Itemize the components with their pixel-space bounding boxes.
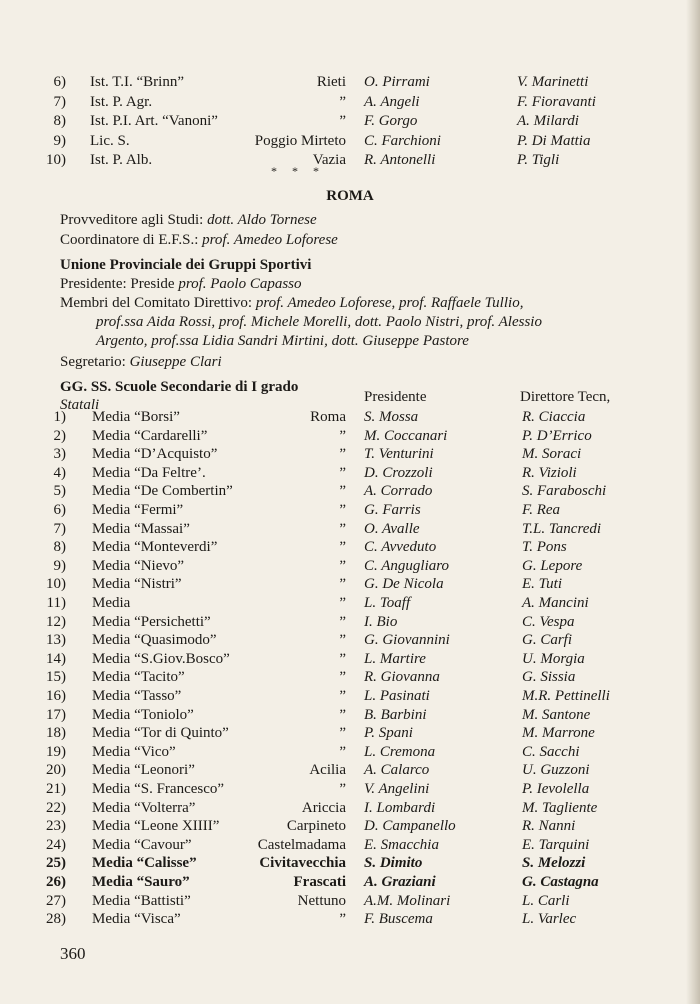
section-separator: * * * — [271, 164, 325, 178]
president-name: R. Giovanna — [364, 669, 440, 686]
school-city: ” — [339, 706, 346, 723]
row-number: 6) — [53, 502, 66, 518]
president-name: S. Mossa — [364, 409, 419, 425]
school-name: Media “Volterra” — [92, 799, 196, 816]
row-number: 8) — [53, 539, 66, 556]
director-name: S. Melozzi — [522, 855, 586, 872]
director-name: G. Sissia — [522, 669, 576, 686]
row-number: 7) — [53, 520, 66, 537]
school-name: Media “Monteverdi” — [92, 539, 218, 556]
school-name: Media “Toniolo” — [92, 706, 194, 723]
statali-label: Statali — [60, 397, 100, 413]
school-name: Ist. P. Agr. — [90, 93, 153, 110]
president-name: D. Campanello — [364, 818, 456, 835]
school-name: Media “Tacito” — [92, 669, 185, 686]
row-number: 27) — [46, 892, 66, 909]
row-number: 26) — [46, 874, 66, 890]
president-name: I. Bio — [364, 613, 398, 630]
director-name: S. Faraboschi — [522, 483, 607, 500]
provveditore-line — [60, 211, 317, 230]
row-number: 23) — [46, 818, 66, 835]
director-name: R. Ciaccia — [522, 409, 586, 425]
president-name: L. Martire — [364, 650, 426, 667]
president-name: O. Avalle — [364, 520, 420, 537]
president-name: A. Corrado — [364, 483, 433, 500]
president-name: O. Pirrami — [364, 74, 430, 90]
row-number: 9) — [53, 557, 66, 574]
school-name: Media “De Combertin” — [92, 483, 233, 500]
president-name: V. Angelini — [364, 781, 430, 797]
segretario-value: Giuseppe Clari — [129, 354, 222, 370]
director-name: P. D’Errico — [522, 427, 592, 444]
school-name: Media “Calisse” — [92, 855, 197, 872]
gg-title: GG. SS. Scuole Secondarie di I grado — [60, 379, 299, 395]
school-name: Media “Nistri” — [92, 576, 182, 593]
row-number: 4) — [53, 464, 66, 481]
president-name: D. Crozzoli — [364, 464, 433, 481]
director-name: E. Tarquini — [522, 836, 590, 853]
president-name: A. Graziani — [364, 874, 436, 890]
president-name: C. Farchioni — [364, 132, 441, 149]
membri-line-1 — [60, 294, 523, 313]
row-number: 11) — [46, 595, 66, 611]
row-number: 20) — [46, 762, 66, 779]
segretario-line — [60, 353, 222, 372]
school-city: Roma — [310, 409, 346, 425]
director-name: A. Mancini — [522, 595, 589, 611]
school-name: Media “Battisti” — [92, 892, 191, 909]
school-name: Media “Sauro” — [92, 874, 190, 890]
school-name: Media “Leonori” — [92, 762, 195, 779]
president-name: F. Buscema — [364, 911, 433, 928]
president-name: R. Antonelli — [364, 152, 436, 168]
presidente-label: Presidente: Preside — [60, 276, 179, 292]
president-name: C. Avveduto — [364, 539, 437, 556]
school-city: ” — [339, 576, 346, 593]
president-name: I. Lombardi — [364, 799, 436, 816]
director-name: G. Lepore — [522, 557, 583, 574]
director-name: R. Nanni — [522, 818, 576, 835]
school-city: Nettuno — [297, 892, 346, 909]
union-title: Unione Provinciale dei Gruppi Sportivi — [60, 257, 312, 273]
school-city: Vazia — [312, 152, 346, 168]
president-name: A. Angeli — [364, 93, 420, 110]
school-name: Ist. P.I. Art. “Vanoni” — [90, 113, 218, 129]
row-number: 2) — [53, 427, 66, 444]
presidente-value: prof. Paolo Capasso — [178, 276, 302, 292]
membri-line-2: prof.ssa Aida Rossi, prof. Michele Morelli, dott. Paolo Nistri, prof. Alessio — [96, 314, 542, 330]
director-name: T. Pons — [522, 539, 567, 556]
row-number: 3) — [53, 446, 66, 463]
membri-label: Membri del Comitato Direttivo: — [60, 295, 256, 311]
school-name: Media “S.Giov.Bosco” — [92, 650, 230, 667]
school-city: Frascati — [293, 874, 346, 890]
membri-line1: prof. Amedeo Loforese, prof. Raffaele Tullio, — [255, 295, 524, 311]
school-name: Media “Nievo” — [92, 557, 185, 574]
director-name: M. Soraci — [522, 446, 582, 463]
president-name: M. Coccanari — [364, 427, 448, 444]
president-name: L. Cremona — [364, 743, 436, 760]
president-name: E. Smacchia — [364, 836, 439, 853]
row-number: 1) — [53, 409, 66, 425]
school-name: Media “Cavour” — [92, 836, 192, 853]
school-city: Carpineto — [286, 818, 346, 835]
school-city: Poggio Mirteto — [254, 132, 346, 149]
director-name: M. Marrone — [522, 725, 595, 742]
director-name: P. Tigli — [517, 152, 560, 168]
school-name: Media “Leone XIIII” — [92, 818, 220, 835]
director-name: M. Tagliente — [522, 799, 598, 816]
director-name: R. Vizioli — [522, 464, 577, 481]
school-city: ” — [339, 113, 346, 129]
row-number: 8) — [53, 113, 66, 129]
row-number: 13) — [46, 632, 66, 649]
row-number: 15) — [46, 669, 66, 686]
school-city: ” — [339, 613, 346, 630]
director-name: U. Morgia — [522, 650, 585, 667]
school-name: Media — [92, 595, 131, 611]
director-name: P. Di Mattia — [517, 132, 591, 149]
row-number: 22) — [46, 799, 66, 816]
row-number: 25) — [46, 855, 66, 872]
coordinatore-label: Coordinatore di E.F.S.: — [60, 232, 203, 248]
school-name: Media “S. Francesco” — [92, 781, 225, 797]
row-number: 12) — [46, 613, 66, 630]
president-name: A. Calarco — [364, 762, 430, 779]
director-name: M.R. Pettinelli — [522, 688, 610, 704]
row-number: 10) — [46, 576, 66, 593]
coordinatore-line — [60, 231, 338, 250]
school-name: Media “Cardarelli” — [92, 427, 208, 444]
school-name: Lic. S. — [90, 132, 130, 149]
president-name: C. Angugliaro — [364, 557, 450, 574]
school-city: ” — [339, 427, 346, 444]
provveditore-label: Provveditore agli Studi: — [60, 212, 208, 228]
president-name: G. Farris — [364, 502, 421, 518]
school-name: Media “Da Feltre’. — [92, 464, 206, 481]
school-city: ” — [339, 539, 346, 556]
page-number: 360 — [60, 944, 86, 963]
school-city: ” — [339, 502, 346, 518]
school-city: Civitavecchia — [259, 855, 346, 872]
director-name: G. Castagna — [522, 874, 599, 890]
segretario-label: Segretario: — [60, 354, 130, 370]
president-name: B. Barbini — [364, 706, 427, 723]
director-name: C. Vespa — [522, 613, 575, 630]
school-city: ” — [339, 725, 346, 742]
school-name: Media “D’Acquisto” — [92, 446, 218, 463]
coordinatore-value: prof. Amedeo Loforese — [202, 232, 338, 248]
director-name: T.L. Tancredi — [522, 520, 602, 537]
school-city: ” — [339, 595, 346, 611]
school-name: Media “Fermi” — [92, 502, 184, 518]
provveditore-value: dott. Aldo Tornese — [207, 212, 317, 228]
president-name: S. Dimito — [364, 855, 423, 872]
director-name: E. Tuti — [522, 576, 563, 593]
section-title: ROMA — [326, 188, 374, 204]
school-name: Media “Quasimodo” — [92, 632, 217, 649]
row-number: 16) — [46, 688, 66, 704]
school-city: ” — [339, 669, 346, 686]
row-number: 9) — [53, 132, 66, 149]
school-city: ” — [339, 911, 346, 928]
director-name: C. Sacchi — [522, 743, 580, 760]
president-name: G. De Nicola — [364, 576, 444, 593]
school-name: Media “Visca” — [92, 911, 181, 928]
school-city: ” — [339, 781, 346, 797]
director-name: L. Carli — [522, 892, 570, 909]
row-number: 6) — [53, 74, 66, 90]
row-number: 14) — [46, 650, 66, 667]
row-number: 21) — [46, 781, 66, 797]
director-name: M. Santone — [522, 706, 591, 723]
president-name: P. Spani — [364, 725, 413, 742]
school-city: ” — [339, 743, 346, 760]
school-city: Rieti — [316, 74, 346, 90]
row-number: 18) — [46, 725, 66, 742]
row-number: 19) — [46, 743, 66, 760]
school-name: Media “Tasso” — [92, 688, 182, 704]
school-city: ” — [339, 520, 346, 537]
column-header-director: Direttore Tecn, — [520, 389, 611, 405]
school-city: ” — [339, 688, 346, 704]
president-name: F. Gorgo — [364, 113, 418, 129]
school-city: ” — [339, 446, 346, 463]
school-city: ” — [339, 557, 346, 574]
school-name: Ist. P. Alb. — [90, 152, 153, 168]
director-name: P. Ievolella — [522, 781, 590, 797]
school-city: Acilia — [309, 762, 346, 779]
director-name: G. Carfi — [522, 632, 573, 649]
president-name: T. Venturini — [364, 446, 434, 463]
director-name: L. Varlec — [522, 911, 577, 928]
president-name: L. Pasinati — [364, 688, 430, 704]
school-city: ” — [339, 464, 346, 481]
school-name: Media “Vico” — [92, 743, 176, 760]
director-name: U. Guzzoni — [522, 762, 590, 779]
row-number: 7) — [53, 93, 66, 110]
presidente-line — [60, 275, 302, 294]
school-city: Ariccia — [301, 799, 346, 816]
column-header-president: Presidente — [364, 389, 427, 405]
president-name: G. Giovannini — [364, 632, 450, 649]
row-number: 10) — [46, 152, 66, 168]
school-city: ” — [339, 93, 346, 110]
president-name: A.M. Molinari — [364, 892, 451, 909]
row-number: 28) — [46, 911, 66, 928]
row-number: 5) — [53, 483, 66, 500]
school-city: ” — [339, 632, 346, 649]
director-name: V. Marinetti — [517, 74, 589, 90]
page-spine-shadow — [686, 0, 700, 1004]
school-city: ” — [339, 483, 346, 500]
director-name: F. Fioravanti — [517, 93, 596, 110]
director-name: A. Milardi — [517, 113, 579, 129]
school-name: Media “Tor di Quinto” — [92, 725, 229, 742]
membri-line-3: Argento, prof.ssa Lidia Sandri Mirtini, dott. Giuseppe Pastore — [96, 333, 469, 349]
president-name: L. Toaff — [364, 595, 411, 611]
school-name: Media “Borsi” — [92, 409, 180, 425]
school-name: Ist. T.I. “Brinn” — [90, 74, 185, 90]
row-number: 17) — [46, 706, 66, 723]
school-city: ” — [339, 650, 346, 667]
school-name: Media “Massai” — [92, 520, 190, 537]
director-name: F. Rea — [522, 502, 561, 518]
school-city: Castelmadama — [257, 836, 346, 853]
row-number: 24) — [46, 836, 66, 853]
school-name: Media “Persichetti” — [92, 613, 211, 630]
